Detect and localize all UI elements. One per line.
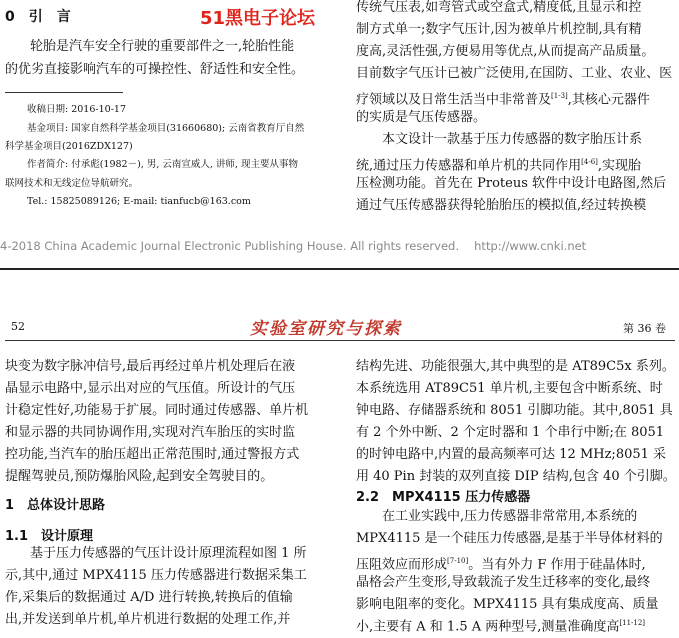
right2-line-1: 结构先进、功能很强大,其中典型的是 AT89C5x 系列。 <box>356 359 675 374</box>
meta-received: 收稿日期: 2016-10-17 <box>27 104 126 115</box>
right-line-4: 目前数字气压计已被广泛使用,在国防、工业、农业、医 <box>356 66 673 81</box>
right-line-9: 压检测功能。首先在 Proteus 软件中设计电路图,然后 <box>356 176 667 191</box>
left-line-5: 控功能,当汽车的胎压超出正常范围时,通过警报方式 <box>5 447 300 462</box>
citation-4-6: [4-6] <box>581 158 598 166</box>
right-line-8: 统,通过压力传感器和单片机的共同作用[4-6],实现胎 <box>356 158 642 174</box>
intro-line-1: 轮胎是汽车安全行驶的重要部件之一,轮胎性能 <box>30 39 295 54</box>
page-number: 52 <box>11 320 25 333</box>
right2-line-3: 钟电路、存储器系统和 8051 引脚功能。其中,8051 具 <box>356 403 673 418</box>
meta-author-1: 作者简介: 付承彪(1982－), 男, 云南宣威人, 讲师, 现主要从事物 <box>27 159 298 170</box>
copyright-footer: 4-2018 China Academic Journal Electronic Publishing House. All rights reserved. http://www.cnki.net <box>0 239 587 253</box>
heading-section-1-1: 1.1 设计原理 <box>5 529 94 544</box>
page-separator <box>0 268 679 270</box>
right-line-10: 通过气压传感器获得轮胎胎压的模拟值,经过转换模 <box>356 198 647 213</box>
right3-line-2: MPX4115 是一个硅压力传感器,是基于半导体材料的 <box>356 531 663 546</box>
heading-section-2-2: 2.2 MPX4115 压力传感器 <box>356 490 531 505</box>
watermark-logo: 51黑电子论坛 <box>200 8 316 29</box>
right-line-1: 传统气压表,如弯管式或空盒式,精度低,且显示和控 <box>356 0 642 15</box>
heading-section-1: 1 总体设计思路 <box>5 498 106 513</box>
left2-line-3: 作,采集后的数据通过 A/D 进行转换,转换后的值输 <box>5 590 293 605</box>
meta-author-2: 联网技术和无线定位导航研究。 <box>5 178 139 189</box>
right2-line-6: 用 40 Pin 封装的双列直接 DIP 结构,包含 40 个引脚。 <box>356 469 676 484</box>
intro-line-2: 的优劣直接影响汽车的可操控性、舒适性和安全性。 <box>5 62 305 77</box>
meta-fund-1: 基金项目: 国家自然科学基金项目(31660680); 云南省教育厅自然 <box>27 123 305 134</box>
left2-line-4: 出,并发送到单片机,单片机进行数据的处理工作,并 <box>5 612 291 627</box>
meta-fund-2: 科学基金项目(2016ZDX127) <box>5 141 133 152</box>
right3-line-1: 在工业实践中,压力传感器非常常用,本系统的 <box>382 509 638 524</box>
left-line-1: 块变为数字脉冲信号,最后再经过单片机处理后在液 <box>5 359 296 374</box>
right2-line-2: 本系统选用 AT89C51 单片机,主要包含中断系统、时 <box>356 381 663 396</box>
left-line-6: 提醒驾驶员,预防爆胎风险,起到安全驾驶目的。 <box>5 469 274 484</box>
right-line-2: 制方式单一;数字气压计,因为被单片机控制,具有精 <box>356 22 642 37</box>
right-line-6: 的实质是气压传感器。 <box>356 110 487 125</box>
right2-line-4: 有 2 个外中断、2 个定时器和 1 个串行中断;在 8051 <box>356 425 665 440</box>
left2-line-1: 基于压力传感器的气压计设计原理流程如图 1 所 <box>30 546 307 561</box>
right3-line-4: 晶格会产生变形,导致载流子发生迁移率的变化,最终 <box>356 575 651 590</box>
header-rule <box>5 340 675 341</box>
journal-title: 实验室研究与探索 <box>250 319 402 339</box>
citation-1-3: [1-3] <box>551 92 568 100</box>
citation-11-12: [11-12] <box>619 619 646 627</box>
volume-label: 第 36 卷 <box>623 322 666 335</box>
right3-line-3: 压阻效应而形成[7-10]。当有外力 F 作用于硅晶体时, <box>356 557 646 573</box>
section-heading-intro: 0 引 言 <box>5 9 71 25</box>
right2-line-5: 的时钟电路中,内置的最高频率可达 12 MHz;8051 采 <box>356 447 667 462</box>
right-line-5: 疗领域以及日常生活当中非常普及[1-3],其核心元器件 <box>356 92 650 108</box>
right-line-3: 度高,灵活性强,方便易用等优点,从而提高产品质量。 <box>356 44 655 59</box>
meta-contact: Tel.: 15825089126; E-mail: tianfucb@163.com <box>27 196 251 207</box>
right-line-7: 本文设计一款基于压力传感器的数字胎压计系 <box>382 132 643 147</box>
left-line-3: 计稳定性好,功能易于扩展。同时通过传感器、单片机 <box>5 403 309 418</box>
left-line-2: 晶显示电路中,显示出对应的气压值。所设计的气压 <box>5 381 296 396</box>
citation-7-10: [7-10] <box>447 557 469 565</box>
right3-line-6: 小,主要有 A 和 1.5 A 两种型号,测量准确度高[11-12] <box>356 619 646 635</box>
left2-line-2: 示,其中,通过 MPX4115 压力传感器进行数据采集工 <box>5 568 307 583</box>
right3-line-5: 影响电阻率的变化。MPX4115 具有集成度高、质量 <box>356 597 659 612</box>
footnote-divider <box>5 92 123 93</box>
left-line-4: 和显示器的共同协调作用,实现对汽车胎压的实时监 <box>5 425 296 440</box>
